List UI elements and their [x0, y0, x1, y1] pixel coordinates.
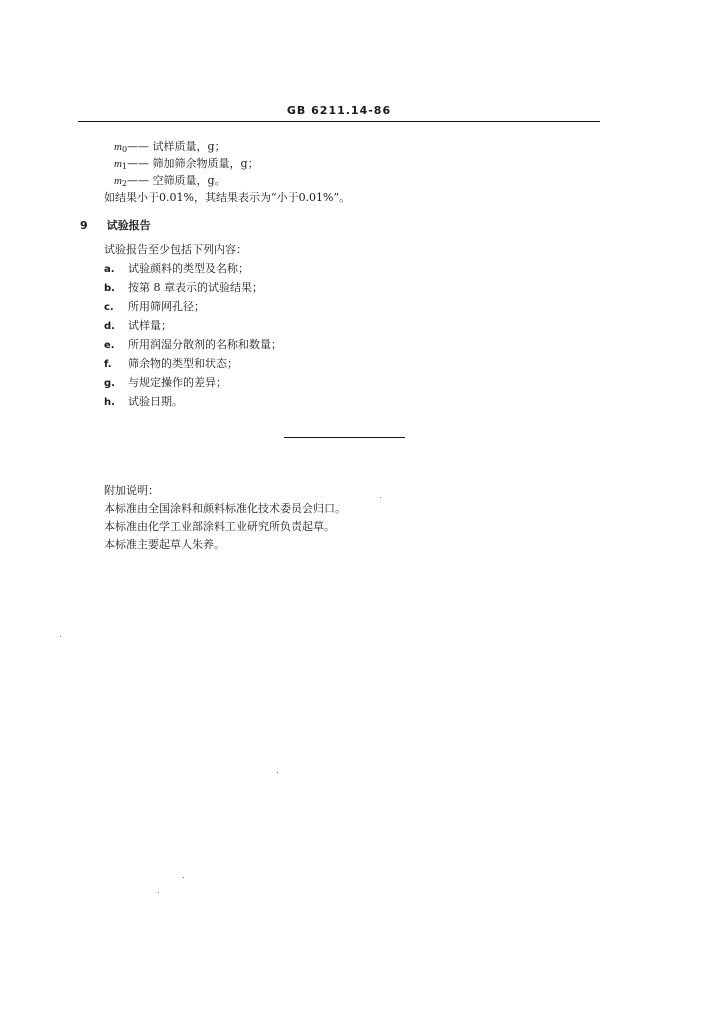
scan-speck [183, 877, 184, 878]
definition-dash: —— [127, 157, 150, 170]
list-item-text: 试样量； [128, 319, 172, 332]
definition-symbol: m [114, 158, 122, 170]
header-rule [78, 121, 600, 122]
scan-speck [380, 497, 381, 498]
list-item [104, 281, 263, 296]
definition-dash: —— [127, 174, 150, 187]
standard-code-header: GB 6211.14-86 [286, 104, 392, 117]
definition-symbol: m [114, 175, 122, 187]
list-item-text: 按第 8 章表示的试验结果； [128, 281, 263, 294]
list-marker: e. [104, 340, 115, 351]
list-item [104, 395, 183, 410]
definition-symbol: m [114, 141, 122, 153]
scan-speck [158, 892, 159, 893]
definition-subscript: 1 [121, 162, 128, 171]
scan-speck [60, 636, 61, 637]
appendix-line: 本标准主要起草人朱养。 [104, 538, 225, 551]
list-marker: c. [104, 302, 114, 313]
section-number: 9 [80, 219, 88, 232]
list-item [104, 319, 172, 334]
definition-subscript: 0 [121, 145, 128, 154]
appendix-line: 本标准由化学工业部涂料工业研究所负责起草。 [104, 520, 335, 533]
list-marker: d. [104, 321, 115, 332]
end-of-text-rule [284, 437, 405, 438]
section-title: 试验报告 [106, 219, 151, 232]
list-item-text: 所用润湿分散剂的名称和数量； [128, 338, 282, 351]
list-item-text: 试验颜料的类型及名称； [128, 262, 249, 275]
list-item [104, 262, 249, 277]
list-item [104, 338, 282, 353]
list-marker: h. [104, 397, 115, 408]
list-marker: b. [104, 283, 115, 294]
definition-text: 筛加筛余物质量，g； [149, 157, 259, 170]
definition-m0 [114, 140, 226, 157]
list-item-text: 试验日期。 [128, 395, 183, 408]
definition-m1 [114, 157, 259, 174]
list-item [104, 300, 205, 315]
section-heading [80, 219, 151, 233]
list-item [104, 357, 238, 372]
section-intro: 试验报告至少包括下列内容： [104, 243, 247, 256]
list-item-text: 筛余物的类型和状态； [128, 357, 238, 370]
definition-subscript: 2 [121, 179, 128, 188]
appendix-title: 附加说明： [104, 484, 159, 497]
result-note: 如结果小于0.01%，其结果表示为“小于0.01%”。 [104, 191, 351, 204]
definition-text: 试样质量，g； [149, 140, 226, 153]
list-marker: a. [104, 264, 115, 275]
list-marker: g. [104, 378, 115, 389]
list-item [104, 376, 227, 391]
definition-dash: —— [127, 140, 150, 153]
scan-speck [277, 772, 278, 773]
definition-m2 [114, 174, 226, 191]
list-marker: f. [104, 359, 112, 370]
definition-text: 空筛质量，g。 [149, 174, 226, 187]
list-item-text: 与规定操作的差异； [128, 376, 227, 389]
list-item-text: 所用筛网孔径； [128, 300, 205, 313]
appendix-line: 本标准由全国涂料和颜料标准化技术委员会归口。 [104, 502, 346, 515]
